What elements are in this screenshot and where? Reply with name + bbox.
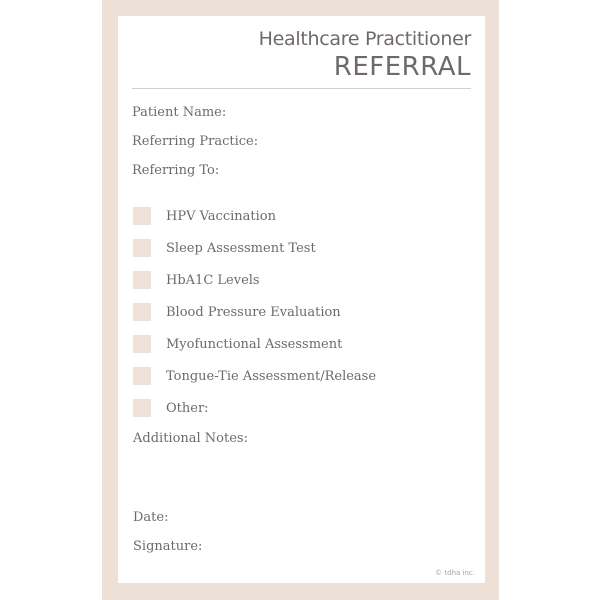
checklist-item-blood-pressure[interactable] <box>133 302 341 322</box>
checklist-item-label: Other: <box>166 400 209 416</box>
checkbox[interactable] <box>133 399 151 417</box>
checklist-item-tongue-tie[interactable] <box>133 366 376 386</box>
checklist-item-other[interactable] <box>133 398 209 418</box>
checklist-item-label: HbA1C Levels <box>166 272 260 288</box>
copyright-text: © tdha inc. <box>435 569 475 577</box>
checklist-item-label: Myofunctional Assessment <box>166 336 343 352</box>
checkbox[interactable] <box>133 271 151 289</box>
checklist-item-label: HPV Vaccination <box>166 208 276 224</box>
referring-practice-field[interactable]: Referring Practice: <box>132 134 259 149</box>
additional-notes-field[interactable]: Additional Notes: <box>133 431 248 446</box>
checkbox[interactable] <box>133 335 151 353</box>
header-divider <box>132 88 471 89</box>
checklist-item-hba1c-levels[interactable] <box>133 270 260 290</box>
checkbox[interactable] <box>133 303 151 321</box>
referral-card <box>102 0 499 600</box>
date-field[interactable]: Date: <box>133 510 169 525</box>
referring-to-field[interactable]: Referring To: <box>132 163 220 178</box>
form-title: Healthcare Practitioner <box>258 28 471 50</box>
checklist-item-label: Tongue-Tie Assessment/Release <box>166 368 377 384</box>
checklist-item-label: Sleep Assessment Test <box>166 240 316 256</box>
checklist-item-hpv-vaccination[interactable] <box>133 206 276 226</box>
checkbox[interactable] <box>133 239 151 257</box>
checklist-item-myofunctional[interactable] <box>133 334 342 354</box>
signature-field[interactable]: Signature: <box>133 539 203 554</box>
checkbox[interactable] <box>133 367 151 385</box>
referral-form <box>118 16 485 583</box>
checklist-item-sleep-assessment[interactable] <box>133 238 316 258</box>
patient-name-field[interactable]: Patient Name: <box>132 105 227 120</box>
checkbox[interactable] <box>133 207 151 225</box>
form-subtitle: REFERRAL <box>333 52 471 82</box>
checklist-item-label: Blood Pressure Evaluation <box>166 304 341 320</box>
